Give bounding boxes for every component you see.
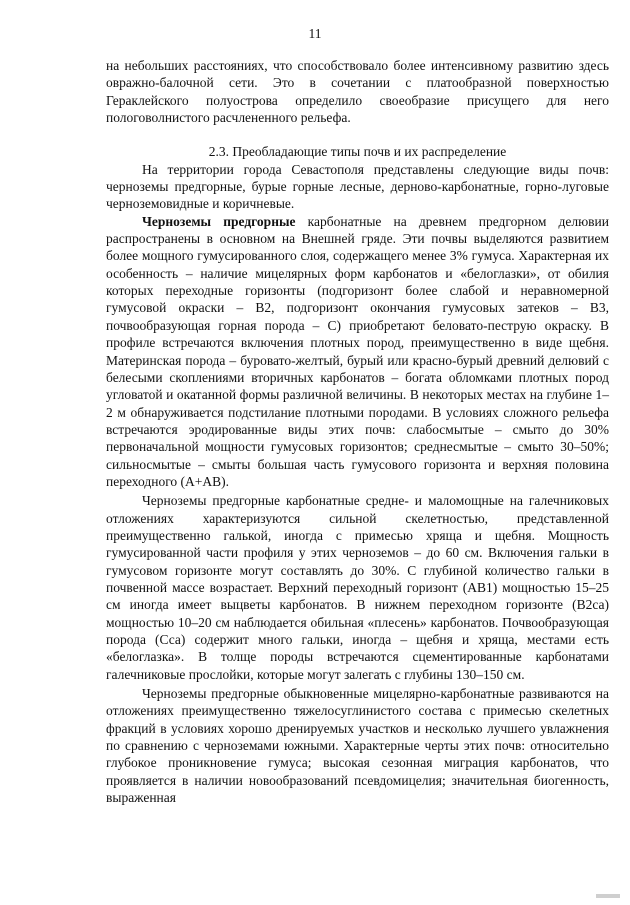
paragraph-ordinary-chernozems: Черноземы предгорные обыкновенные мицелярно-карбонатные развиваются на отложениях преимущественно тяжелосуглинистого состава с примесью скелетных фракций в условиях хорошо дренируемых участков и несколько лучшего увлажнения по сравнению с черноземами южными. Характерные черты этих почв: относительно глубокое проникновение гумуса; высокая сезонная миграция карбонатов, что проявляется в наличии новообразований псевдомицелия; значительная биогенность, выраженная — [106, 686, 609, 806]
document-body — [106, 57, 609, 806]
scan-artifact — [596, 894, 620, 898]
paragraph-foothill-chernozems — [106, 213, 609, 491]
paragraph-soil-types: На территории города Севастополя представлены следующие виды почв: черноземы предгорные, бурые горные лесные, дерново-карбонатные, горно-луговые черноземовидные и коричневые. — [106, 161, 609, 212]
section-heading: 2.3. Преобладающие типы почв и их распределение — [208, 144, 507, 160]
page-number: 11 — [308, 26, 322, 41]
paragraph-foothill-chernozems-text: карбонатные на древнем предгорном делювии распространены в основном на Внешней гряде. Эти почвы выделяются развитием более мощного гумусированного слоя, содержащего менее 3% гумуса. Характерная их особенность – наличие мицелярных форм карбонатов и «белоглазки», от обилия которых переходные горизонты (подгоризонт более слабой и неравномерной гумусовой окраски – В2, подгоризонт окончания гумусовых затеков – В3, почвообразующая горная порода – С) приобретают беловато-пеструю окраску. В профиле встречаются включения плотных пород, преимущественно в виде щебня. Материнская порода – буровато-желтый, бурый или красно-бурый древний делювий с белесыми скоплениями вторичных карбонатов – богата обломками плотных пород угловатой и окатанной формы различной величины. В некоторых местах на глубине 1–2 м обнаруживается подстилание плотными породами. В условиях сложного рельефа встречаются эродированные виды этих почв: слабосмытые – смыто до 30% первоначальной мощности гумусовых горизонтов; среднесмытые – смыто 30–50%; сильносмытые – смыты большая часть гумусового горизонта и верхняя половина переходного (А+АВ). — [106, 213, 609, 489]
term-foothill-chernozems: Черноземы предгорные — [142, 213, 296, 229]
paragraph-pebble-chernozems: Черноземы предгорные карбонатные средне- и маломощные на галечниковых отложениях характеризуются сильной скелетностью, представленной преимущественно галькой, иногда с примесью хряща и щебня. Мощность гумусированной части профиля у этих черноземов – до 60 см. Включения гальки в гумусовом горизонте могут составлять до 30%. С глубиной количество гальки в почвенной массе возрастает. Верхний переходный горизонт (АВ1) мощностью 15–25 см иногда имеет выцветы карбонатов. В нижнем переходном горизонте (В2са) мощностью 10–20 см наблюдается обильная «плесень» карбонатов. Почвообразующая порода (Сса) содержит много гальки, иногда – щебня и хряща, местами есть «белоглазка». В толще породы встречаются сцементированные карбонатами галечниковые прослойки, которые могут залегать с глубины 130–150 см. — [106, 493, 609, 682]
paragraph-relief-continuation: на небольших расстояниях, что способствовало более интенсивному развитию здесь овражно-балочной сети. Это в сочетании с платообразной поверхностью Гераклейского полуострова определило своеобразие присущего для него пологоволнистого расчлененного рельефа. — [106, 58, 609, 126]
